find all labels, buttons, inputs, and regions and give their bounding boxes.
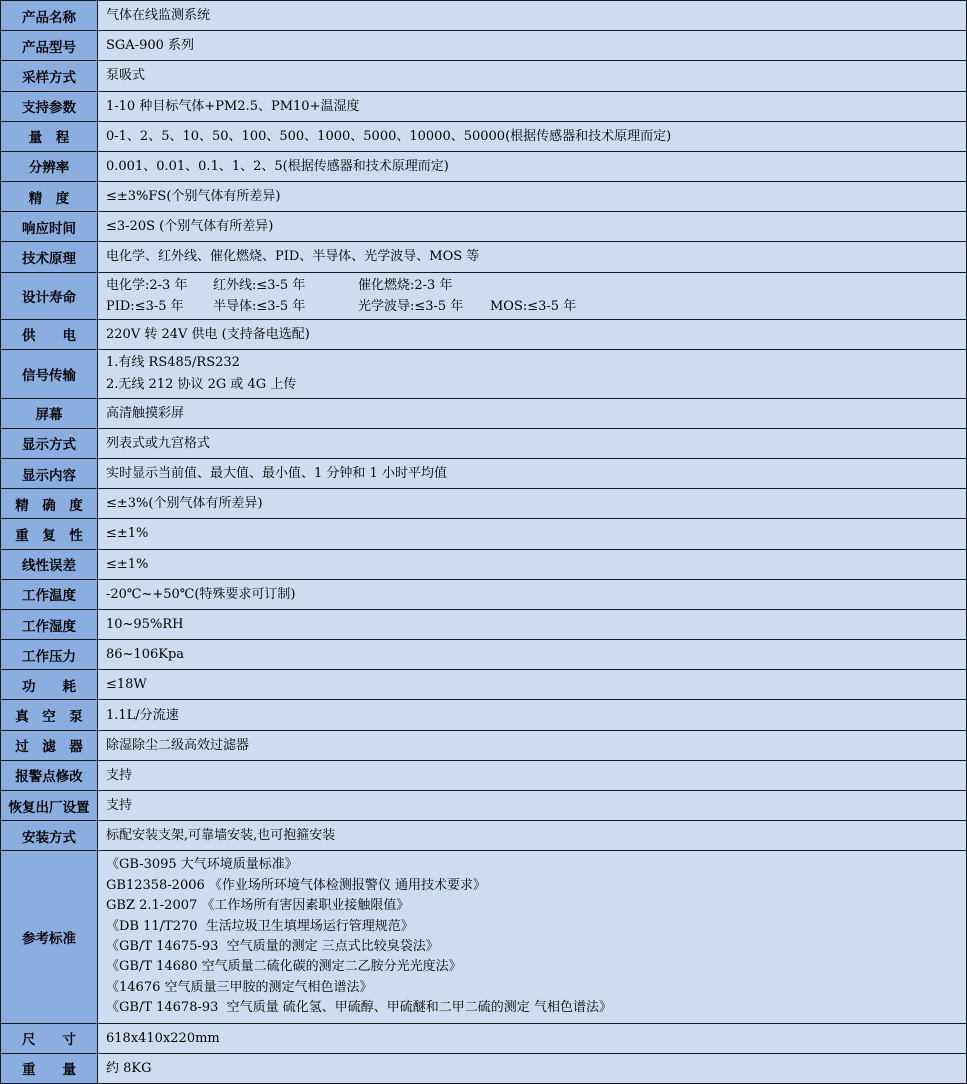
design-life-item: 红外线:≤3-5 年 bbox=[213, 277, 306, 293]
table-row bbox=[1, 700, 967, 730]
row-value: 220V 转 24V 供电 (支持备电选配) bbox=[98, 319, 967, 349]
row-label: 采样方式 bbox=[1, 61, 98, 91]
table-row bbox=[1, 151, 967, 181]
row-label: 尺 寸 bbox=[1, 1023, 98, 1053]
row-label: 技术原理 bbox=[1, 242, 98, 272]
design-life-item: 电化学:2-3 年 bbox=[106, 277, 188, 293]
design-life-item: 半导体:≤3-5 年 bbox=[213, 298, 306, 314]
row-value: 支持 bbox=[98, 790, 967, 820]
row-value: 1.1L/分流速 bbox=[98, 700, 967, 730]
row-label: 工作温度 bbox=[1, 579, 98, 609]
row-value bbox=[98, 272, 967, 319]
row-label: 产品型号 bbox=[1, 31, 98, 61]
row-value: ≤±1% bbox=[98, 549, 967, 579]
row-value: 10~95%RH bbox=[98, 609, 967, 639]
table-row bbox=[1, 730, 967, 760]
table-row bbox=[1, 182, 967, 212]
value-line: 《DB 11/T270 生活垃圾卫生填埋场运行管理规范》 bbox=[106, 918, 414, 934]
row-label: 安装方式 bbox=[1, 821, 98, 851]
row-label: 信号传输 bbox=[1, 349, 98, 398]
value-line: 2.无线 212 协议 2G 或 4G 上传 bbox=[106, 376, 297, 392]
row-label: 精 确 度 bbox=[1, 489, 98, 519]
table-row bbox=[1, 489, 967, 519]
table-row bbox=[1, 242, 967, 272]
row-label: 参考标准 bbox=[1, 851, 98, 1023]
table-row bbox=[1, 1053, 967, 1083]
value-line: 1.有线 RS485/RS232 bbox=[106, 354, 240, 370]
table-row bbox=[1, 398, 967, 428]
row-value: 0.001、0.01、0.1、1、2、5(根据传感器和技术原理而定) bbox=[98, 151, 967, 181]
table-row bbox=[1, 428, 967, 458]
row-value: 泵吸式 bbox=[98, 61, 967, 91]
value-line: 《GB/T 14675-93 空气质量的测定 三点式比较臭袋法》 bbox=[106, 938, 439, 954]
value-line: GBZ 2.1-2007 《工作场所有害因素职业接触限值》 bbox=[106, 898, 410, 914]
row-value: ≤18W bbox=[98, 670, 967, 700]
value-line: 《GB-3095 大气环境质量标准》 bbox=[106, 857, 298, 873]
row-label: 恢复出厂设置 bbox=[1, 790, 98, 820]
row-label: 重 量 bbox=[1, 1053, 98, 1083]
row-value: 约 8KG bbox=[98, 1053, 967, 1083]
row-label: 线性误差 bbox=[1, 549, 98, 579]
row-value: 86~106Kpa bbox=[98, 640, 967, 670]
row-label: 支持参数 bbox=[1, 91, 98, 121]
table-row bbox=[1, 459, 967, 489]
design-life-item: MOS:≤3-5 年 bbox=[490, 298, 577, 314]
table-row bbox=[1, 61, 967, 91]
table-row bbox=[1, 851, 967, 1023]
value-line: 《GB/T 14678-93 空气质量 硫化氢、甲硫醇、甲硫醚和二甲二硫的测定 气相色谱法》 bbox=[106, 1000, 612, 1016]
table-row bbox=[1, 1, 967, 31]
row-label: 过 滤 器 bbox=[1, 730, 98, 760]
row-value: 气体在线监测系统 bbox=[98, 1, 967, 31]
table-row bbox=[1, 1023, 967, 1053]
row-label: 产品名称 bbox=[1, 1, 98, 31]
table-row bbox=[1, 121, 967, 151]
design-life-item: PID:≤3-5 年 bbox=[106, 298, 184, 314]
row-value: 除湿除尘二级高效过滤器 bbox=[98, 730, 967, 760]
table-row bbox=[1, 670, 967, 700]
table-row bbox=[1, 760, 967, 790]
value-line: GB12358-2006 《作业场所环境气体检测报警仪 通用技术要求》 bbox=[106, 877, 487, 893]
spec-table-body bbox=[1, 1, 967, 1084]
row-value bbox=[98, 851, 967, 1023]
table-row bbox=[1, 31, 967, 61]
row-label: 显示内容 bbox=[1, 459, 98, 489]
row-label: 量 程 bbox=[1, 121, 98, 151]
row-label: 响应时间 bbox=[1, 212, 98, 242]
row-label: 功 耗 bbox=[1, 670, 98, 700]
table-row bbox=[1, 212, 967, 242]
row-value: ≤±3%(个别气体有所差异) bbox=[98, 489, 967, 519]
table-row bbox=[1, 640, 967, 670]
design-life-item: 催化燃烧:2-3 年 bbox=[358, 277, 453, 293]
row-label: 工作湿度 bbox=[1, 609, 98, 639]
table-row bbox=[1, 609, 967, 639]
row-value: 0-1、2、5、10、50、100、500、1000、5000、10000、50000(根据传感器和技术原理而定) bbox=[98, 121, 967, 151]
table-row bbox=[1, 549, 967, 579]
row-value: 列表式或九宫格式 bbox=[98, 428, 967, 458]
row-value: 实时显示当前值、最大值、最小值、1 分钟和 1 小时平均值 bbox=[98, 459, 967, 489]
row-value: ≤3-20S (个别气体有所差异) bbox=[98, 212, 967, 242]
table-row bbox=[1, 272, 967, 319]
value-line: 《GB/T 14680 空气质量二硫化碳的测定二乙胺分光光度法》 bbox=[106, 959, 462, 975]
row-label: 屏幕 bbox=[1, 398, 98, 428]
row-label: 报警点修改 bbox=[1, 760, 98, 790]
design-life-grid bbox=[106, 275, 958, 317]
row-label: 工作压力 bbox=[1, 640, 98, 670]
table-row bbox=[1, 821, 967, 851]
table-row bbox=[1, 349, 967, 398]
row-value: 支持 bbox=[98, 760, 967, 790]
table-row bbox=[1, 790, 967, 820]
row-label: 重 复 性 bbox=[1, 519, 98, 549]
row-label: 分辨率 bbox=[1, 151, 98, 181]
row-value: -20℃~+50℃(特殊要求可订制) bbox=[98, 579, 967, 609]
row-value: 1-10 种目标气体+PM2.5、PM10+温湿度 bbox=[98, 91, 967, 121]
row-value: 高清触摸彩屏 bbox=[98, 398, 967, 428]
row-value: ≤±3%FS(个别气体有所差异) bbox=[98, 182, 967, 212]
table-row bbox=[1, 319, 967, 349]
row-value: 618x410x220mm bbox=[98, 1023, 967, 1053]
table-row bbox=[1, 579, 967, 609]
row-label: 精 度 bbox=[1, 182, 98, 212]
row-value: SGA-900 系列 bbox=[98, 31, 967, 61]
design-life-item: 光学波导:≤3-5 年 bbox=[358, 298, 464, 314]
row-value: 电化学、红外线、催化燃烧、PID、半导体、光学波导、MOS 等 bbox=[98, 242, 967, 272]
row-label: 设计寿命 bbox=[1, 272, 98, 319]
row-label: 真 空 泵 bbox=[1, 700, 98, 730]
value-line: 《14676 空气质量三甲胺的测定气相色谱法》 bbox=[106, 979, 373, 995]
table-row bbox=[1, 91, 967, 121]
row-label: 显示方式 bbox=[1, 428, 98, 458]
row-value: 标配安装支架,可靠墙安装,也可抱箍安装 bbox=[98, 821, 967, 851]
row-value: ≤±1% bbox=[98, 519, 967, 549]
row-value bbox=[98, 349, 967, 398]
table-row bbox=[1, 519, 967, 549]
row-label: 供 电 bbox=[1, 319, 98, 349]
